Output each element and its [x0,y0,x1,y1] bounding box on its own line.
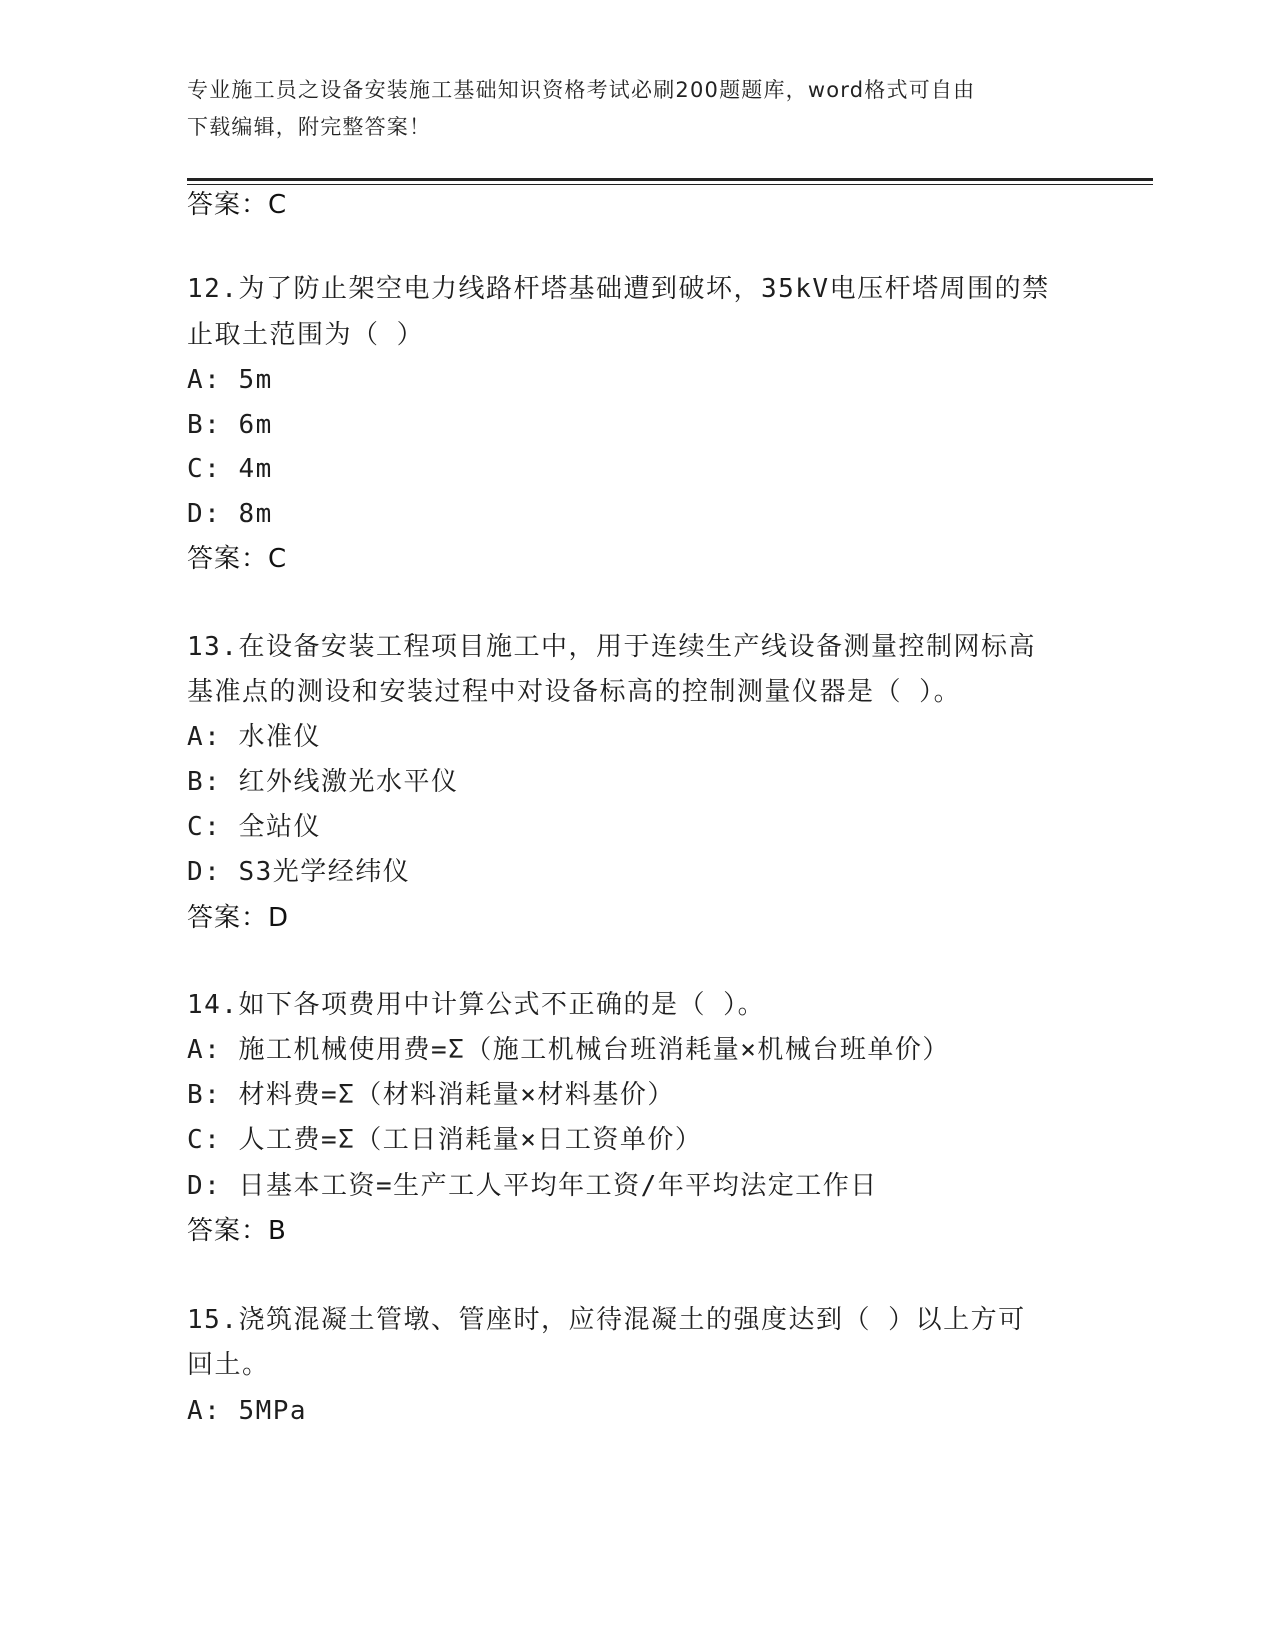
question-14-option-a: A: 施工机械使用费=Σ（施工机械台班消耗量×机械台班单价） [187,1035,950,1065]
question-15-stem-line-2: 回土。 [187,1350,270,1380]
question-13-option-a: A: 水准仪 [187,722,321,752]
header-divider-thick [187,178,1153,181]
question-13-stem-line-1: 13.在设备安装工程项目施工中，用于连续生产线设备测量控制网标高 [187,632,1036,662]
question-14-answer: 答案：B [187,1216,287,1246]
question-13-option-c: C: 全站仪 [187,812,321,842]
question-12-option-b: B: 6m [187,410,273,440]
header-line-2: 下载编辑，附完整答案！ [187,115,432,139]
question-12-option-a: A: 5m [187,365,273,395]
question-12-option-d: D: 8m [187,499,273,529]
question-12-stem-line-1: 12.为了防止架空电力线路杆塔基础遭到破坏，35kV电压杆塔周围的禁 [187,274,1050,304]
question-12-answer: 答案：C [187,544,288,574]
question-13-stem-line-2: 基准点的测设和安装过程中对设备标高的控制测量仪器是（ ）。 [187,677,962,707]
question-12-stem-line-2: 止取土范围为（ ） [187,320,425,350]
question-13-answer: 答案：D [187,903,290,933]
question-14-stem-line-1: 14.如下各项费用中计算公式不正确的是（ ）。 [187,990,766,1020]
answer-previous: 答案：C [187,190,288,220]
header-line-1: 专业施工员之设备安装施工基础知识资格考试必刷200题题库，word格式可自由 [187,78,976,102]
question-13-option-d: D: S3光学经纬仪 [187,857,411,887]
question-14-option-c: C: 人工费=Σ（工日消耗量×日工资单价） [187,1125,703,1155]
question-15-stem-line-1: 15.浇筑混凝土管墩、管座时，应待混凝土的强度达到（ ）以上方可 [187,1305,1026,1335]
document-header [187,72,1087,146]
question-13-option-b: B: 红外线激光水平仪 [187,767,459,797]
question-12-option-c: C: 4m [187,454,273,484]
header-divider-thin [187,184,1153,185]
question-15-option-a: A: 5MPa [187,1396,308,1426]
question-14-option-b: B: 材料费=Σ（材料消耗量×材料基价） [187,1080,675,1110]
question-14-option-d: D: 日基本工资=生产工人平均年工资/年平均法定工作日 [187,1171,878,1201]
